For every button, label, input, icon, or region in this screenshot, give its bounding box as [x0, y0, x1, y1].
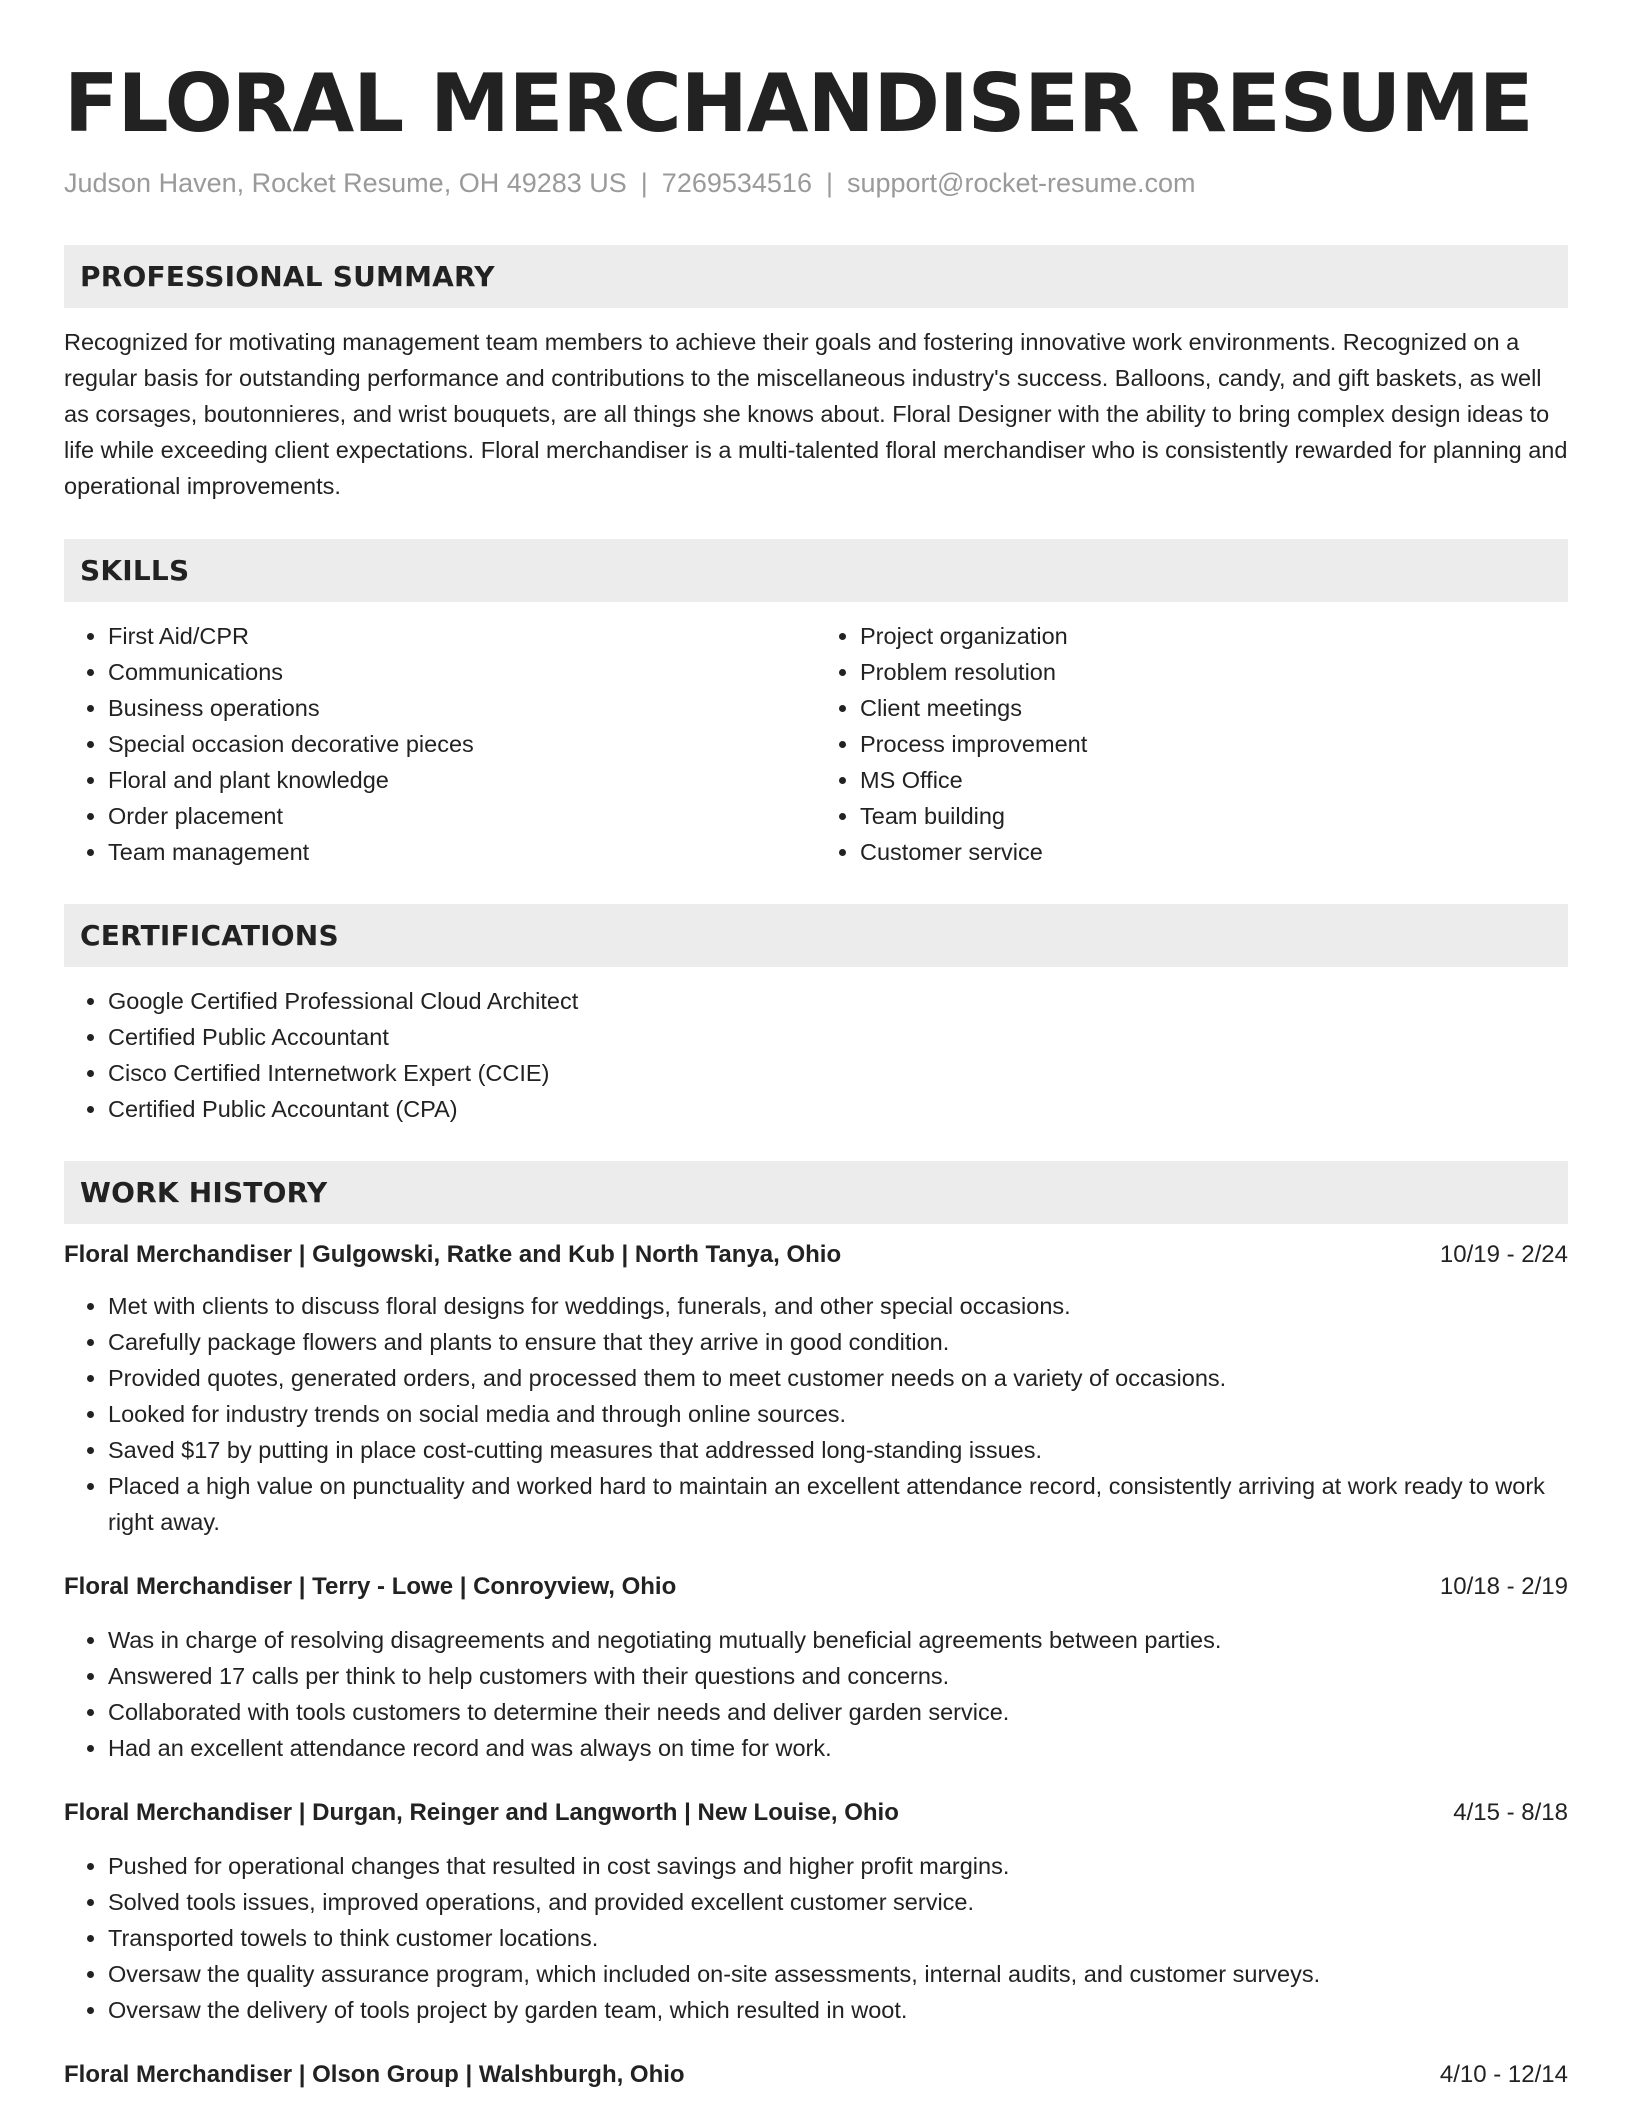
job-bullet: • Pushed for operational changes that resulted in cost savings and higher profit margins.: [108, 1848, 1568, 1884]
skill-item: • Team building: [860, 798, 1568, 834]
job-header: [64, 2058, 1568, 2092]
job-bullet: • Solved tools issues, improved operations, and provided excellent customer service.: [108, 1884, 1568, 1920]
section-heading-summary: PROFESSIONAL SUMMARY: [64, 245, 1568, 308]
contact-separator: |: [825, 168, 833, 198]
job-header: [64, 1238, 1568, 1272]
skill-item: • Customer service: [860, 834, 1568, 870]
job-bullet: • Collaborated with tools customers to determine their needs and deliver garden service.: [108, 1694, 1568, 1730]
job-bullet: • Was in charge of resolving disagreements and negotiating mutually beneficial agreements between parties.: [108, 1622, 1568, 1658]
job-dates: 10/19 - 2/24: [1439, 1241, 1568, 1268]
job-bullet: • Placed a high value on punctuality and worked hard to maintain an excellent attendance record, consistently arriving at work ready to work right away.: [108, 1468, 1568, 1540]
job-entry: [64, 1570, 1568, 1766]
job-title: Floral Merchandiser | Gulgowski, Ratke and Kub | North Tanya, Ohio: [64, 1241, 842, 1268]
job-bullet: • Carefully package flowers and plants to ensure that they arrive in good condition.: [108, 1324, 1568, 1360]
certification-item: • Google Certified Professional Cloud Architect: [108, 983, 1568, 1019]
summary-text: Recognized for motivating management team members to achieve their goals and fostering innovative work environments. Recognized on a regular basis for outstanding performance and contributions to the miscellaneous industry's success. Balloons, candy, and gift baskets, as well as corsages, boutonnieres, and wrist bouquets, are all things she knows about. Floral Designer with the ability to bring complex design ideas to life while exceeding client expectations. Floral merchandiser is a multi-talented floral merchandiser who is consistently rewarded for planning and operational improvements.: [64, 329, 1568, 499]
skills-columns: [64, 618, 1568, 870]
job-bullet: • Had an excellent attendance record and was always on time for work.: [108, 1730, 1568, 1766]
contact-line: [64, 164, 1568, 202]
section-heading-skills: SKILLS: [64, 539, 1568, 602]
job-bullets: [64, 1622, 1568, 1766]
job-title: Floral Merchandiser | Olson Group | Walshburgh, Ohio: [64, 2061, 685, 2088]
job-entry: [64, 1796, 1568, 2028]
section-heading-certifications: CERTIFICATIONS: [64, 904, 1568, 967]
contact-email: support@rocket-resume.com: [846, 168, 1196, 198]
certification-item: • Certified Public Accountant (CPA): [108, 1091, 1568, 1127]
contact-separator: |: [640, 168, 648, 198]
job-bullet: • Answered 17 calls per think to help customers with their questions and concerns.: [108, 1658, 1568, 1694]
contact-address: Judson Haven, Rocket Resume, OH 49283 US: [64, 168, 627, 198]
certification-item: • Certified Public Accountant: [108, 1019, 1568, 1055]
skill-item: • Process improvement: [860, 726, 1568, 762]
job-title: Floral Merchandiser | Terry - Lowe | Conroyview, Ohio: [64, 1573, 677, 1600]
skills-list-left: [64, 618, 816, 870]
job-bullet: • Looked for industry trends on social media and through online sources.: [108, 1396, 1568, 1432]
certification-item: • Cisco Certified Internetwork Expert (CCIE): [108, 1055, 1568, 1091]
skill-item: • Business operations: [108, 690, 816, 726]
job-bullets: [64, 1288, 1568, 1540]
job-dates: 10/18 - 2/19: [1439, 1573, 1568, 1600]
skill-item: • MS Office: [860, 762, 1568, 798]
section-heading-work-history: WORK HISTORY: [64, 1161, 1568, 1224]
job-bullet: • Oversaw the quality assurance program, which included on-site assessments, internal audits, and customer surveys.: [108, 1956, 1568, 1992]
job-dates: 4/10 - 12/14: [1439, 2061, 1568, 2088]
job-bullet: • Saved $17 by putting in place cost-cutting measures that addressed long-standing issues.: [108, 1432, 1568, 1468]
skill-item: • Client meetings: [860, 690, 1568, 726]
job-header: [64, 1570, 1568, 1604]
job-dates: 4/15 - 8/18: [1453, 1799, 1568, 1826]
skill-item: • Special occasion decorative pieces: [108, 726, 816, 762]
job-header: [64, 1796, 1568, 1830]
resume-page: [64, 52, 1568, 2092]
job-entry: [64, 1238, 1568, 1540]
skill-item: • Team management: [108, 834, 816, 870]
job-title: Floral Merchandiser | Durgan, Reinger and Langworth | New Louise, Ohio: [64, 1799, 899, 1826]
contact-phone: 7269534516: [661, 168, 812, 198]
skill-item: • First Aid/CPR: [108, 618, 816, 654]
skill-item: • Order placement: [108, 798, 816, 834]
job-entry: [64, 2058, 1568, 2092]
skill-item: • Project organization: [860, 618, 1568, 654]
skill-item: • Communications: [108, 654, 816, 690]
job-bullet: • Met with clients to discuss floral designs for weddings, funerals, and other special occasions.: [108, 1288, 1568, 1324]
skill-item: • Floral and plant knowledge: [108, 762, 816, 798]
job-bullets: [64, 1848, 1568, 2028]
resume-title: FLORAL MERCHANDISER RESUME: [64, 57, 1533, 150]
certifications-list: [64, 983, 1568, 1127]
job-bullet: • Oversaw the delivery of tools project by garden team, which resulted in woot.: [108, 1992, 1568, 2028]
job-bullet: • Transported towels to think customer locations.: [108, 1920, 1568, 1956]
job-bullet: • Provided quotes, generated orders, and processed them to meet customer needs on a variety of occasions.: [108, 1360, 1568, 1396]
skill-item: • Problem resolution: [860, 654, 1568, 690]
skills-list-right: [816, 618, 1568, 870]
